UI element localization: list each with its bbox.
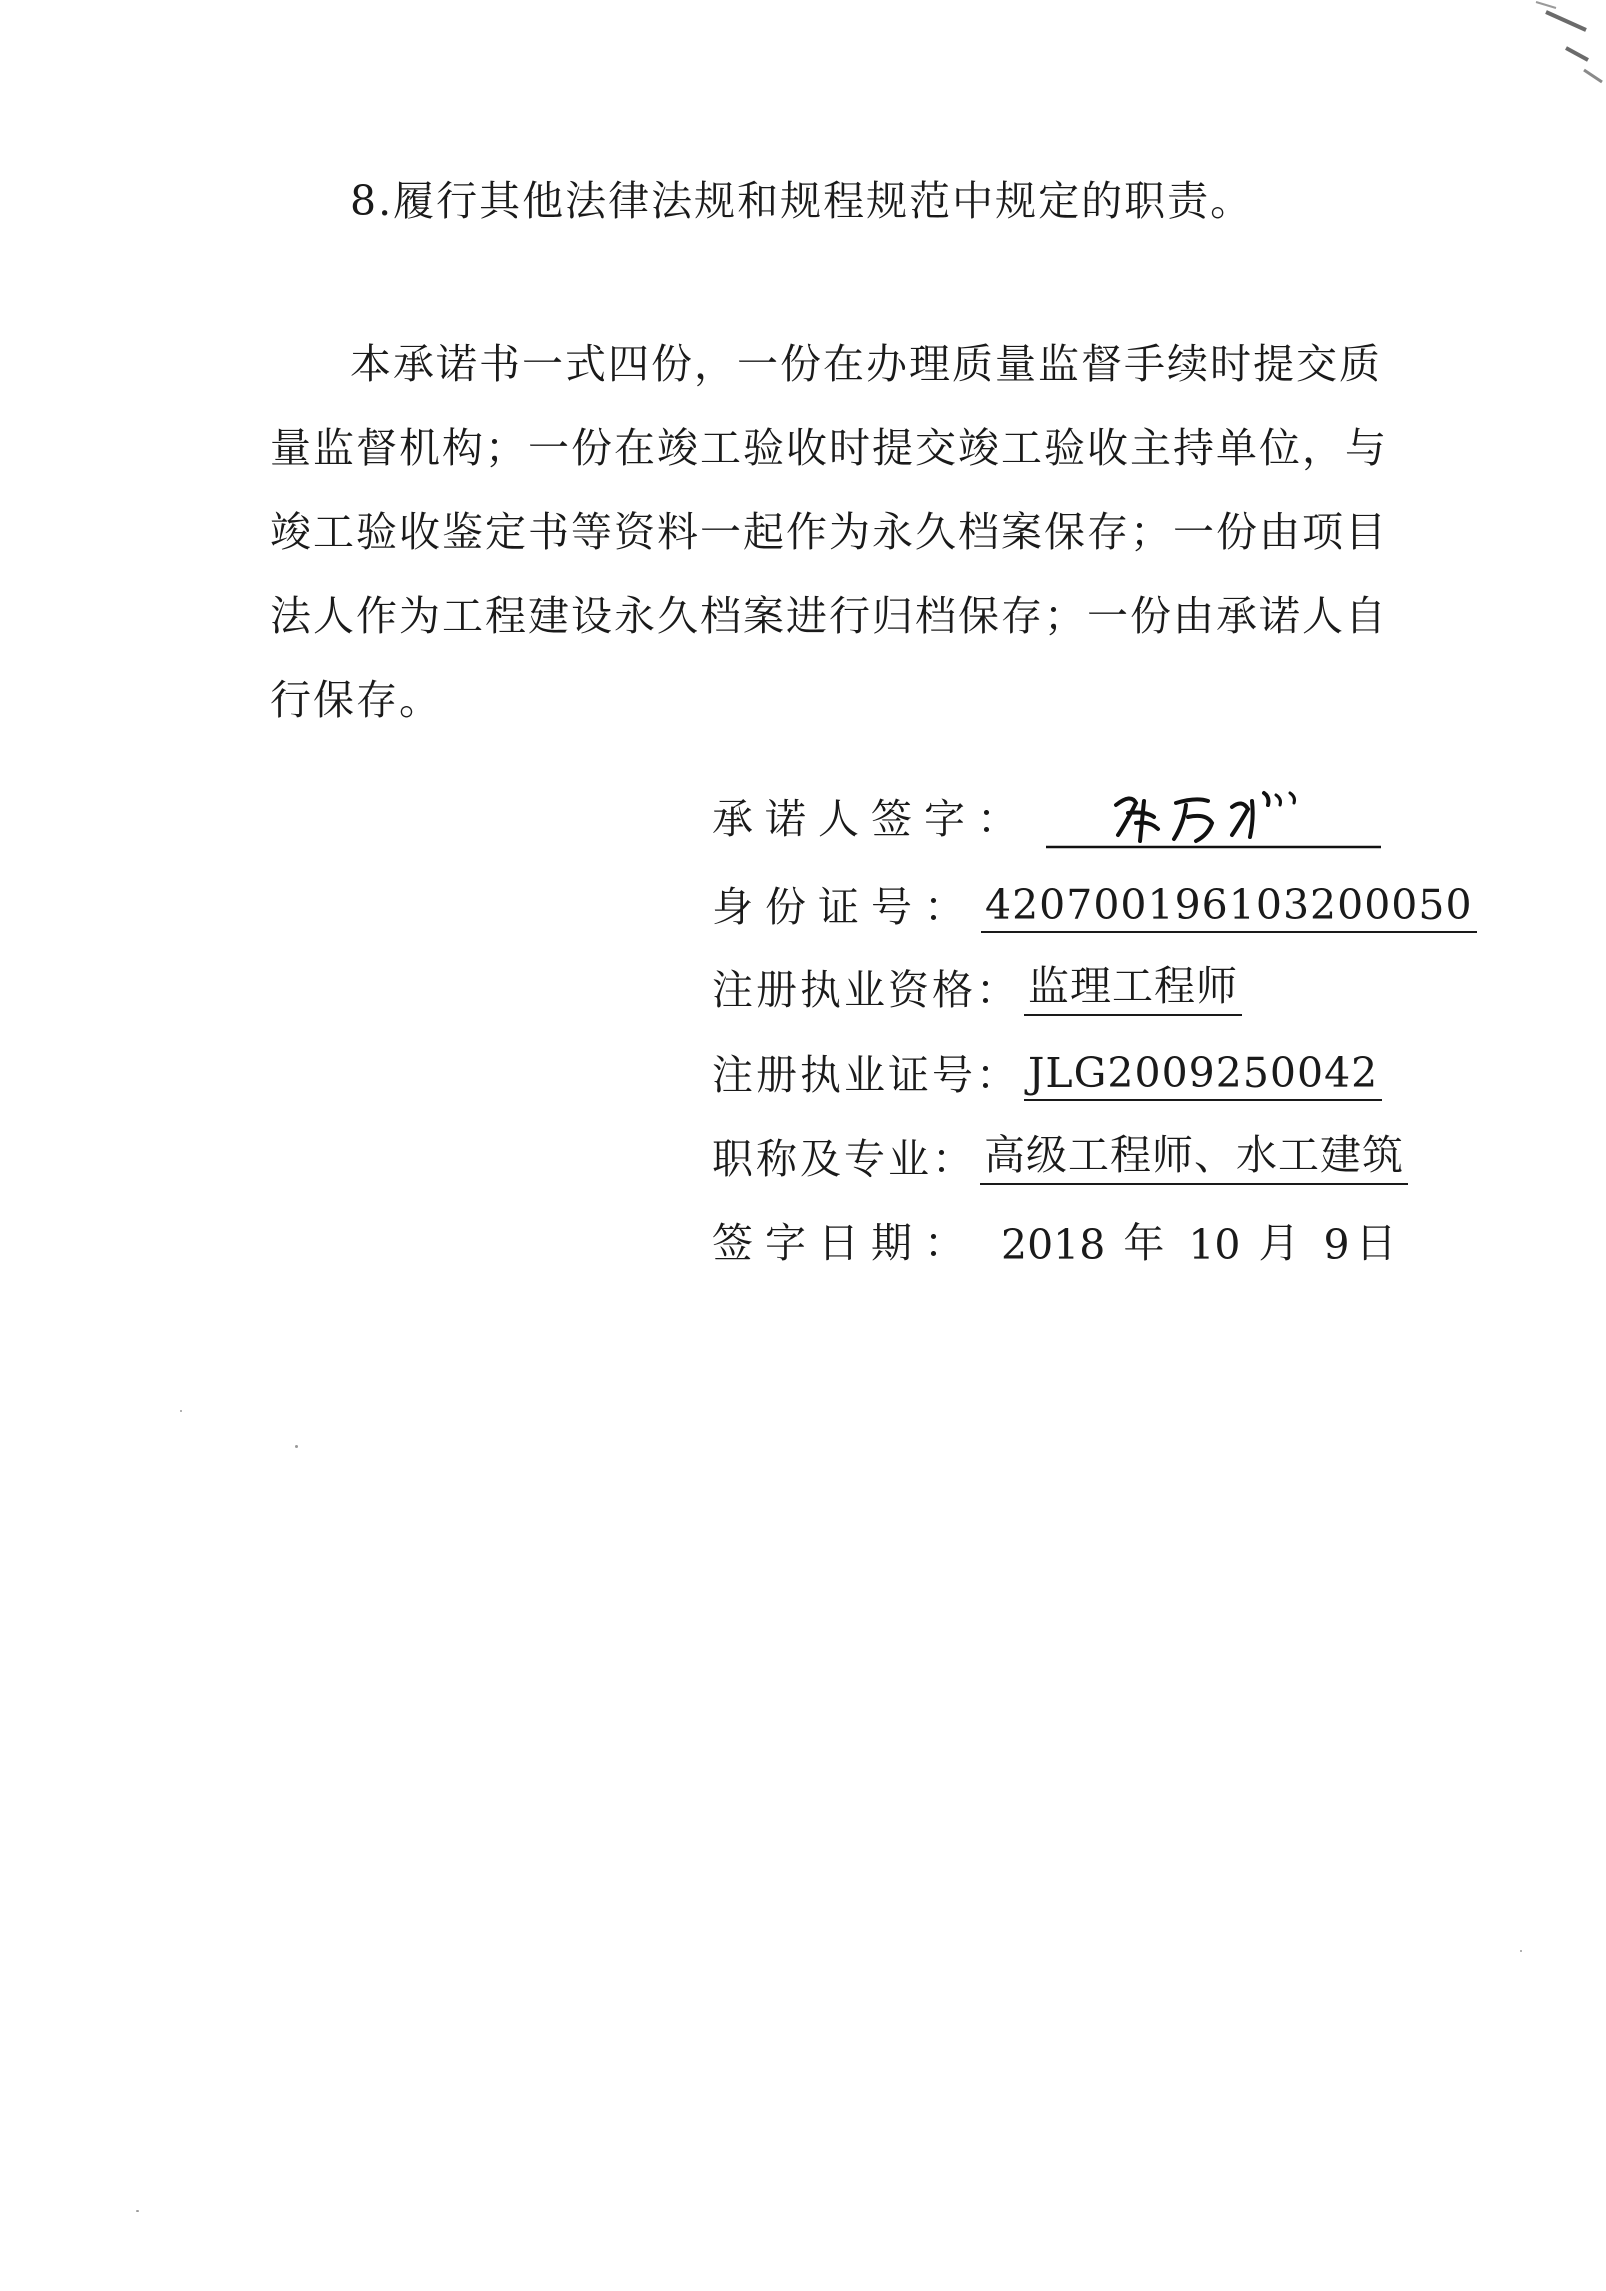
qualification-row <box>712 956 1242 1016</box>
id-number-row <box>712 873 1477 933</box>
sign-date-label: 签字日期： <box>712 1219 977 1267</box>
scan-speck <box>180 1410 182 1412</box>
qualification-value: 监理工程师 <box>1024 953 1242 1016</box>
scan-speck <box>136 2210 139 2212</box>
title-specialty-value: 高级工程师、水工建筑 <box>980 1122 1408 1185</box>
id-number-label: 身份证号： <box>712 883 977 931</box>
scan-speck <box>295 1445 298 1448</box>
handwritten-signature <box>1036 789 1386 845</box>
title-specialty-label: 职称及专业： <box>712 1135 976 1183</box>
sign-date-year: 2018 <box>1001 1221 1106 1269</box>
sign-date-day-unit: 日 <box>1355 1219 1397 1267</box>
license-number-row <box>712 1041 1382 1101</box>
copies-paragraph: 本承诺书一式四份，一份在办理质量监督手续时提交质量监督机构；一份在竣工验收时提交竣工验收主持单位，与竣工验收鉴定书等资料一起作为永久档案保存；一份由项目法人作为工程建设永久档案进行归档保存；一份由承诺人自行保存。 <box>270 340 1388 724</box>
title-specialty-row <box>712 1125 1408 1185</box>
id-number-value: 420700196103200050 <box>981 881 1477 933</box>
license-number-value: JLG2009250042 <box>1024 1049 1382 1101</box>
staple-marks <box>1526 0 1606 114</box>
scan-speck <box>1520 1950 1522 1952</box>
signer-label: 承诺人签字： <box>712 795 1030 843</box>
sign-date-row <box>712 1209 1397 1269</box>
sign-date-day: 9 <box>1323 1221 1350 1269</box>
sign-date-year-unit: 年 <box>1123 1219 1165 1267</box>
sign-date-month-unit: 月 <box>1258 1219 1300 1267</box>
license-number-label: 注册执业证号： <box>712 1051 1020 1099</box>
qualification-label: 注册执业资格： <box>712 966 1020 1014</box>
duty-item-8: 8.履行其他法律法规和规程规范中规定的职责。 <box>350 177 1254 225</box>
sign-date-month: 10 <box>1188 1221 1241 1269</box>
signer-row <box>712 785 1386 845</box>
